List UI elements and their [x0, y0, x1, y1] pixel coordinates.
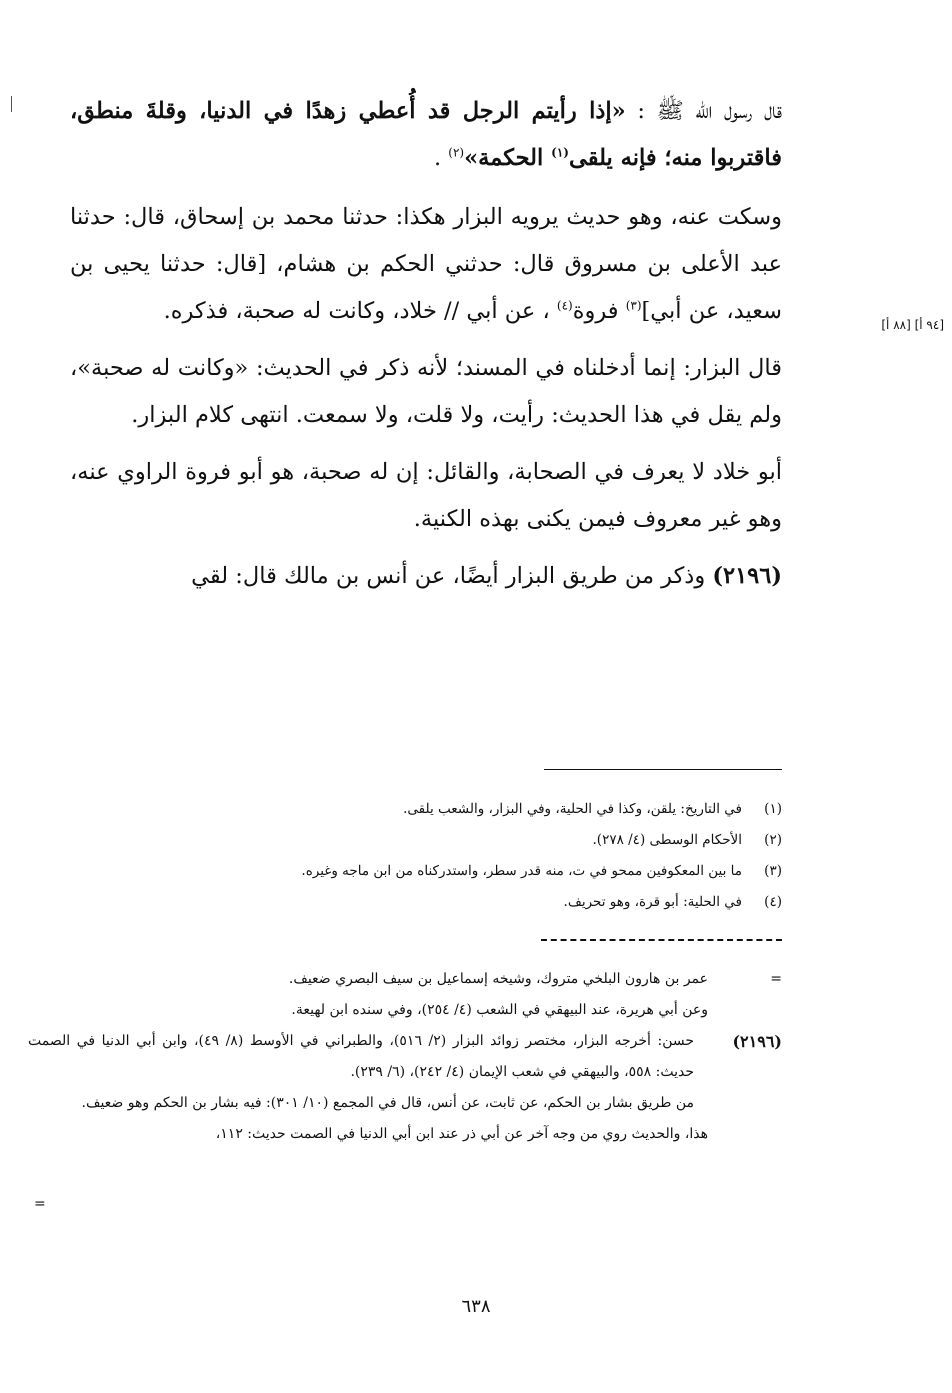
footnote-separator — [544, 769, 782, 770]
footnote-4 — [180, 887, 782, 918]
hadith-number: (٢١٩٦) — [712, 563, 782, 589]
continuation-mark: = — [770, 971, 782, 987]
tahqiq-text: هذا، والحديث روي من وجه آخر عن أبي ذر عند ابن أبي الدنيا في الصمت حديث: ١١٢، — [215, 1126, 708, 1142]
p1-end: . — [433, 145, 449, 171]
tahqiq-text: عمر بن هارون البلخي متروك، وشيخه إسماعيل بن سيف البصري ضعيف. — [288, 971, 708, 987]
footnote-ref-4: (٤) — [556, 298, 573, 313]
footnote-number: (٢) — [764, 832, 782, 848]
footnote-number: (٣) — [764, 863, 782, 879]
p2-c: ، عن أبي // خلاد، وكانت له صحبة، فذكره. — [163, 298, 557, 324]
footnote-2 — [180, 825, 782, 856]
footnote-3 — [180, 856, 782, 887]
paragraph-2 — [70, 194, 782, 335]
footnote-1 — [180, 794, 782, 825]
tahqiq-row — [28, 964, 782, 995]
tahqiq-indent — [694, 1088, 782, 1119]
footnote-ref-2: (٢) — [448, 145, 465, 160]
p1-intro: قال رسول الله ﷺ : — [625, 98, 783, 124]
p2-a: وسكت عنه، وهو حديث يرويه البزار هكذا: حدثنا محمد بن إسحاق، قال: حدثنا عبد الأعلى بن مسروق قال: حدثني الحكم بن هشام، [قال: حدثنا يحيى بن سعيد، عن أبي] — [70, 204, 782, 324]
paragraph-5 — [70, 553, 782, 600]
paragraph-3: قال البزار: إنما أدخلناه في المسند؛ لأنه ذكر في الحديث: «وكانت له صحبة»، ولم يقل في هذا الحديث: رأيت، ولا قلت، ولا سمعت. انتهى كلام البزار. — [70, 355, 782, 428]
tahqiq-hadith-number: (٢١٩٦) — [732, 1032, 782, 1051]
footnote-number: (٤) — [764, 894, 782, 910]
footnote-text: الأحكام الوسطى (٤/ ٢٧٨). — [592, 832, 742, 848]
scan-mark — [11, 96, 12, 112]
p2-b: فروة — [572, 298, 626, 324]
footnote-text: في التاريخ: يلقن، وكذا في الحلية، وفي البزار، والشعب يلقى. — [403, 801, 742, 817]
footnote-ref-1: (١) — [551, 145, 569, 160]
tahqiq-row — [28, 1088, 782, 1119]
footnote-text: ما بين المعكوفين ممحو في ت، منه قدر سطر، واستدركناه من ابن ماجه وغيره. — [301, 863, 742, 879]
p1-quote-b: الحكمة» — [464, 145, 552, 171]
main-text — [70, 88, 782, 610]
tahqiq-separator — [541, 939, 782, 941]
page-number: ٦٣٨ — [461, 1296, 491, 1317]
footnote-text: في الحلية: أبو قرة، وهو تحريف. — [563, 894, 742, 910]
p1-quote-a: «إذا رأيتم الرجل قد أُعطي زهدًا في الدنيا، وقلةَ منطق، فاقتربوا منه؛ فإنه يلقى — [70, 98, 782, 171]
tahqiq-row — [28, 1119, 782, 1150]
footnote-ref-3: (٣) — [625, 298, 642, 313]
tahqiq-notes — [28, 964, 782, 1150]
tahqiq-indent — [708, 995, 782, 1026]
footnotes — [180, 794, 782, 918]
continuation-mark-end: = — [34, 1196, 46, 1212]
tahqiq-text: وعن أبي هريرة، عند البيهقي في الشعب (٤/ ٢٥٤)، وفي سنده ابن لهيعة. — [291, 1002, 708, 1018]
footnote-number: (١) — [764, 801, 782, 817]
paragraph-1 — [70, 88, 782, 182]
tahqiq-row — [28, 995, 782, 1026]
paragraph-4: أبو خلاد لا يعرف في الصحابة، والقائل: إن له صحبة، هو أبو فروة الراوي عنه، وهو غير معروف فيمن يكنى بهذه الكنية. — [70, 459, 782, 532]
manuscript-margin-reference: [٩٤ أ] [٨٨ أ] — [881, 318, 944, 332]
tahqiq-text: حسن: أخرجه البزار، مختصر زوائد البزار (٢/ ٥١٦)، والطبراني في الأوسط (٨/ ٤٩)، وابن أبي الدنيا في الصمت حديث: ٥٥٨، والبيهقي في شعب الإيمان (٤/ ٢٤٢)، (٦/ ٢٣٩). — [28, 1033, 694, 1080]
tahqiq-indent — [708, 1119, 782, 1150]
p5-text: وذكر من طريق البزار أيضًا، عن أنس بن مالك قال: لقي — [191, 563, 713, 589]
tahqiq-text: من طريق بشار بن الحكم، عن ثابت، عن أنس، قال في المجمع (١٠/ ٣٠١): فيه بشار بن الحكم وهو ضعيف. — [81, 1095, 694, 1111]
tahqiq-hadith-row — [28, 1026, 782, 1088]
